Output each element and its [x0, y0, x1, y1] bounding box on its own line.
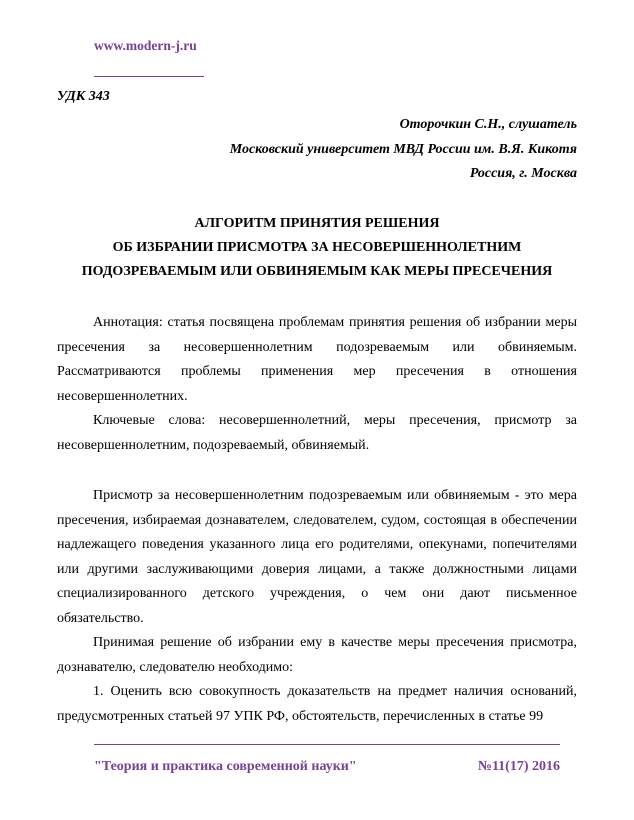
body-paragraph: Присмотр за несовершеннолетним подозреваемым или обвиняемым - это мера пресечения, избираемая дознавателем, следователем, судом, состоящая в обеспечении надлежащего поведения указанного лица его родителями, опекунами, попечителями или другими заслуживающими доверия лицами, а также должностными лицами специализированного детского учреждения, о чем они дают письменное обязательство. [57, 488, 577, 626]
author-name: Оторочкин С.Н., слушатель [399, 117, 577, 132]
article-title [57, 212, 577, 284]
abstract-text: Аннотация: статья посвящена проблемам принятия решения об избрании меры пресечения за несовершеннолетним подозреваемым или обвиняемым. Рассматриваются проблемы применения мер пресечения в отношения несовершеннолетних. [57, 315, 577, 404]
body-paragraph: Принимая решение об избрании ему в качестве меры пресечения присмотра, дознавателю, следователю необходимо: [57, 635, 577, 675]
author-location: Россия, г. Москва [469, 166, 577, 181]
site-url-link[interactable]: www.modern-j.ru [94, 38, 197, 53]
abstract [57, 311, 577, 409]
issue-number: №11(17) 2016 [477, 759, 560, 774]
title-line-3: ПОДОЗРЕВАЕМЫМ ИЛИ ОБВИНЯЕМЫМ КАК МЕРЫ ПРЕСЕЧЕНИЯ [81, 264, 553, 279]
body-paragraph: 1. Оценить всю совокупность доказательств на предмет наличия оснований, предусмотренных статьей 97 УПК РФ, обстоятельств, перечисленных в статье 99 [57, 684, 577, 724]
article-body [57, 484, 577, 729]
keywords-text: Ключевые слова: несовершеннолетний, меры пресечения, присмотр за несовершеннолетним, подозреваемый, обвиняемый. [57, 413, 577, 453]
keywords [57, 409, 577, 458]
journal-name: "Теория и практика современной науки" [94, 759, 357, 774]
author-affiliation: Московский университет МВД России им. В.Я. Кикотя [229, 142, 577, 157]
title-line-1: АЛГОРИТМ ПРИНЯТИЯ РЕШЕНИЯ [194, 216, 440, 231]
footer-divider [94, 744, 560, 745]
header-divider [94, 76, 204, 77]
title-line-2: ОБ ИЗБРАНИИ ПРИСМОТРА ЗА НЕСОВЕРШЕННОЛЕТНИМ [112, 240, 522, 255]
udk-code: УДК 343 [57, 89, 110, 104]
